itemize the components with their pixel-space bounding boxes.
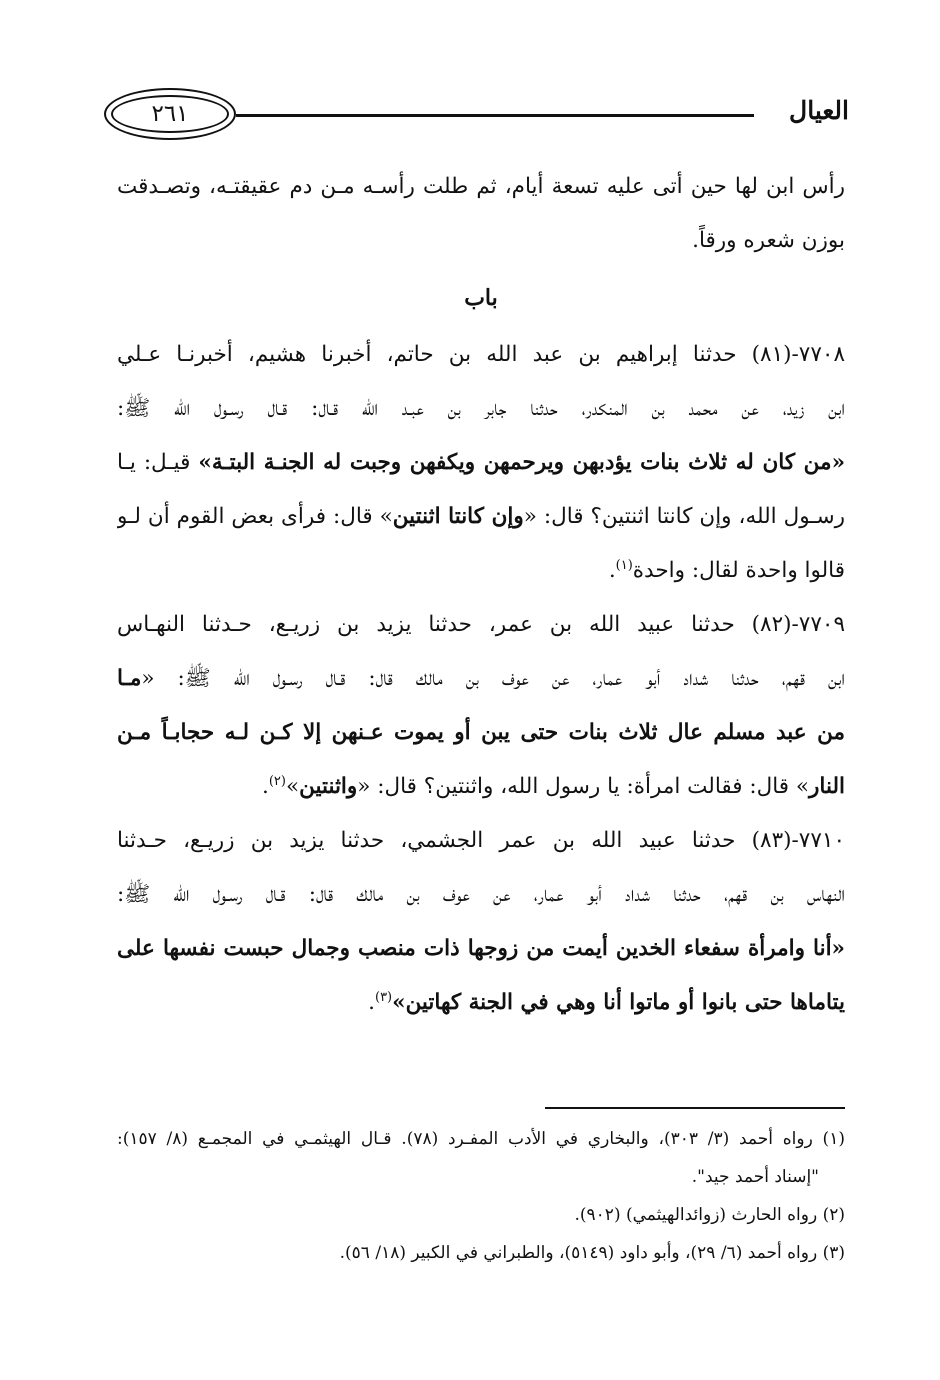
chapter-title: العيال — [789, 96, 849, 125]
page-number: ٢٦١ — [151, 101, 189, 127]
hadith-82-line: ٧٧٠٩-(٨٢) حدثنا عبيد الله بن عمر، حدثنا يزيد بن زريـع، حـدثنا النهـاس — [117, 612, 845, 637]
footnote-3: (٣) رواه أحمد (٦/ ٢٩)، وأبو داود (٥١٤٩)، والطبراني في الكبير (١٨/ ٥٦). — [339, 1243, 845, 1263]
hadith-quote: واثنتين — [299, 774, 358, 799]
hadith-quote: مـا — [117, 666, 142, 691]
footnote-separator — [545, 1107, 845, 1109]
text-run: رسـول الله، وإن كانتا اثنتين؟ قال: « — [523, 504, 845, 529]
hadith-quote: «من كان له ثلاث بنات يؤدبهن ويرحمهن ويكفهن وجبت له الجنـة البتـة» — [198, 450, 845, 475]
hadith-quote: النار — [809, 774, 845, 799]
hadith-81-line: ٧٧٠٨-(٨١) حدثنا إبراهيم بن عبد الله بن حاتم، أخبرنا هشيم، أخبرنـا عـلي — [117, 342, 845, 367]
hadith-83-line: النهاس بن قهم، حدثنا شداد أبو عمار، عن عوف بن مالك قال: قـال رسـول الله ﷺ: — [117, 882, 845, 907]
hadith-83-line: «أنا وامرأة سفعاء الخدين أيمت من زوجها ذات منصب وجمال حبست نفسها على — [117, 936, 845, 961]
footnote-1: (١) رواه أحمد (٣/ ٣٠٣)، والبخاري في الأدب المفـرد (٧٨). قـال الهيثمـي في المجمـع (٨/ ١٥٧): — [117, 1129, 845, 1149]
text-run: ابن قهم، حدثنا شداد أبو عمار، عن عوف بن مالك قال: قـال رسـول الله ﷺ: « — [141, 666, 845, 691]
footnote-ref[interactable]: (١) — [615, 557, 633, 573]
hadith-82-line — [117, 652, 845, 706]
hadith-82-line: من عبد مسلم عال ثلاث بنات حتى يبن أو يموت عـنهن إلا كـن لـه حجابـاً مـن — [117, 720, 845, 745]
text-run: قالوا واحدة لقال: واحدة — [632, 558, 845, 583]
footnote-2: (٢) رواه الحارث (زوائدالهيثمي) (٩٠٢). — [574, 1205, 845, 1225]
page-header — [104, 82, 849, 152]
hadith-83-line — [117, 976, 845, 1030]
text-line: بوزن شعره ورقاً. — [692, 228, 845, 253]
section-heading: باب — [464, 285, 498, 311]
page-number-oval — [104, 88, 236, 140]
text-run: » قال: فرأى بعض القوم أن لـو — [117, 504, 393, 529]
hadith-81-line — [117, 436, 845, 490]
text-run: » — [285, 774, 300, 799]
footnote-1-continuation: "إسناد أحمد جيد". — [691, 1167, 819, 1187]
footnote-ref[interactable]: (٣) — [374, 989, 393, 1005]
hadith-81-line — [117, 544, 845, 598]
text-run: . — [608, 558, 616, 583]
hadith-quote: يتاماها حتى بانوا أو ماتوا أنا وهي في الجنة كهاتين» — [392, 990, 845, 1015]
text-line: رأس ابن لها حين أتى عليه تسعة أيام، ثم طلت رأسـه مـن دم عقيقتـه، وتصـدقت — [117, 174, 845, 199]
text-run: » قال: فقالت امرأة: يا رسول الله، واثنتين؟ قال: « — [357, 774, 810, 799]
text-run: قيـل: يـا — [117, 450, 199, 475]
text-run: . — [368, 990, 375, 1015]
hadith-81-line — [117, 490, 845, 544]
hadith-81-line: ابن زيد، عن محمد بن المنكدر، حدثنا جابر بن عبـد الله قـال: قـال رسـول الله ﷺ: — [117, 396, 845, 421]
main-text — [117, 160, 845, 1030]
text-run: . — [261, 774, 269, 799]
footnotes — [117, 1120, 845, 1272]
header-rule — [236, 114, 754, 117]
hadith-82-line — [117, 760, 845, 814]
hadith-quote: وإن كانتا اثنتين — [392, 504, 524, 529]
footnote-ref[interactable]: (٢) — [268, 773, 286, 789]
hadith-83-line: ٧٧١٠-(٨٣) حدثنا عبيد الله بن عمر الجشمي، حدثنا يزيد بن زريـع، حـدثنا — [117, 828, 845, 853]
